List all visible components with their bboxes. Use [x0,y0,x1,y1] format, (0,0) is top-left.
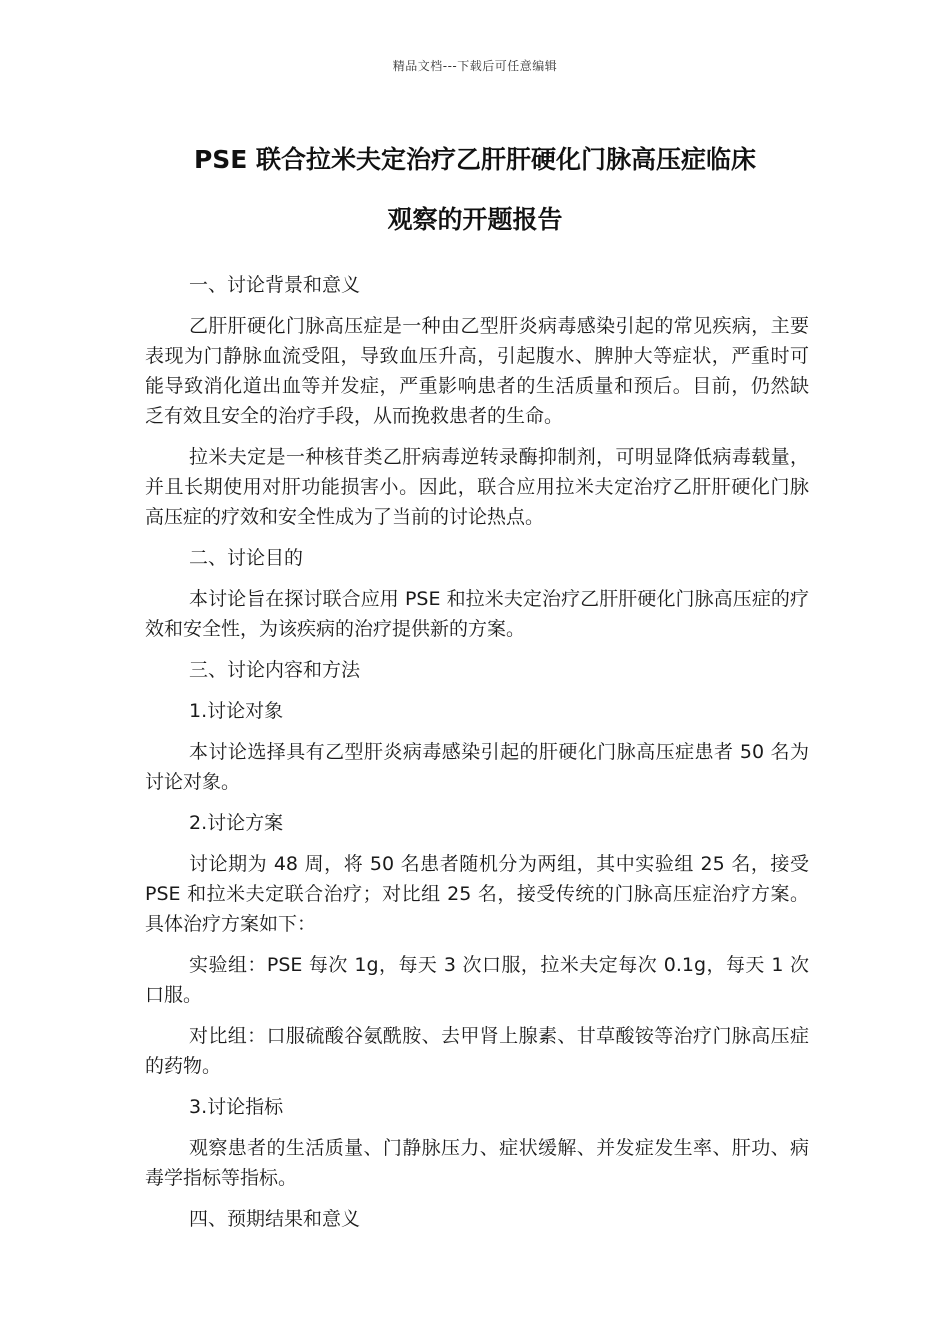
subheading-protocol: 2.讨论方案 [189,812,284,834]
paragraph-protocol: 讨论期为 48 周，将 50 名患者随机分为两组，其中实验组 25 名，接受 PSE 和拉米夫定联合治疗；对比组 25 名，接受传统的门脉高压症治疗方案。具体治疗方案如下： [145,853,809,935]
section-heading-purpose: 二、讨论目的 [189,547,304,569]
document-title [110,130,840,250]
paragraph-control-group: 对比组：口服硫酸谷氨酰胺、去甲肾上腺素、甘草酸铵等治疗门脉高压症的药物。 [145,1025,809,1077]
paragraph-purpose: 本讨论旨在探讨联合应用 PSE 和拉米夫定治疗乙肝肝硬化门脉高压症的疗效和安全性，为该疾病的治疗提供新的方案。 [145,588,809,640]
document-body [145,270,809,1245]
paragraph-experimental-group: 实验组：PSE 每次 1g，每天 3 次口服，拉米夫定每次 0.1g，每天 1 次口服。 [145,954,809,1006]
paragraph-indicators: 观察患者的生活质量、门静脉压力、症状缓解、并发症发生率、肝功、病毒学指标等指标。 [145,1137,809,1189]
paragraph-subjects: 本讨论选择具有乙型肝炎病毒感染引起的肝硬化门脉高压症患者 50 名为讨论对象。 [145,741,809,793]
section-heading-methods: 三、讨论内容和方法 [189,659,361,681]
section-heading-background: 一、讨论背景和意义 [189,274,361,296]
section-heading-expected-results: 四、预期结果和意义 [189,1208,361,1230]
page-header: 精品文档---下载后可任意编辑 [392,59,558,73]
subheading-subjects: 1.讨论对象 [189,700,284,722]
paragraph-lamivudine-intro: 拉米夫定是一种核苷类乙肝病毒逆转录酶抑制剂，可明显降低病毒载量，并且长期使用对肝功能损害小。因此，联合应用拉米夫定治疗乙肝肝硬化门脉高压症的疗效和安全性成为了当前的讨论热点。 [145,446,809,528]
subheading-indicators: 3.讨论指标 [189,1096,284,1118]
document-title-line-2: 观察的开题报告 [387,205,563,234]
paragraph-disease-intro: 乙肝肝硬化门脉高压症是一种由乙型肝炎病毒感染引起的常见疾病，主要表现为门静脉血流受阻，导致血压升高，引起腹水、脾肿大等症状，严重时可能导致消化道出血等并发症，严重影响患者的生活质量和预后。目前，仍然缺乏有效且安全的治疗手段，从而挽救患者的生命。 [145,315,809,427]
document-title-line-1: PSE 联合拉米夫定治疗乙肝肝硬化门脉高压症临床 [193,145,757,174]
